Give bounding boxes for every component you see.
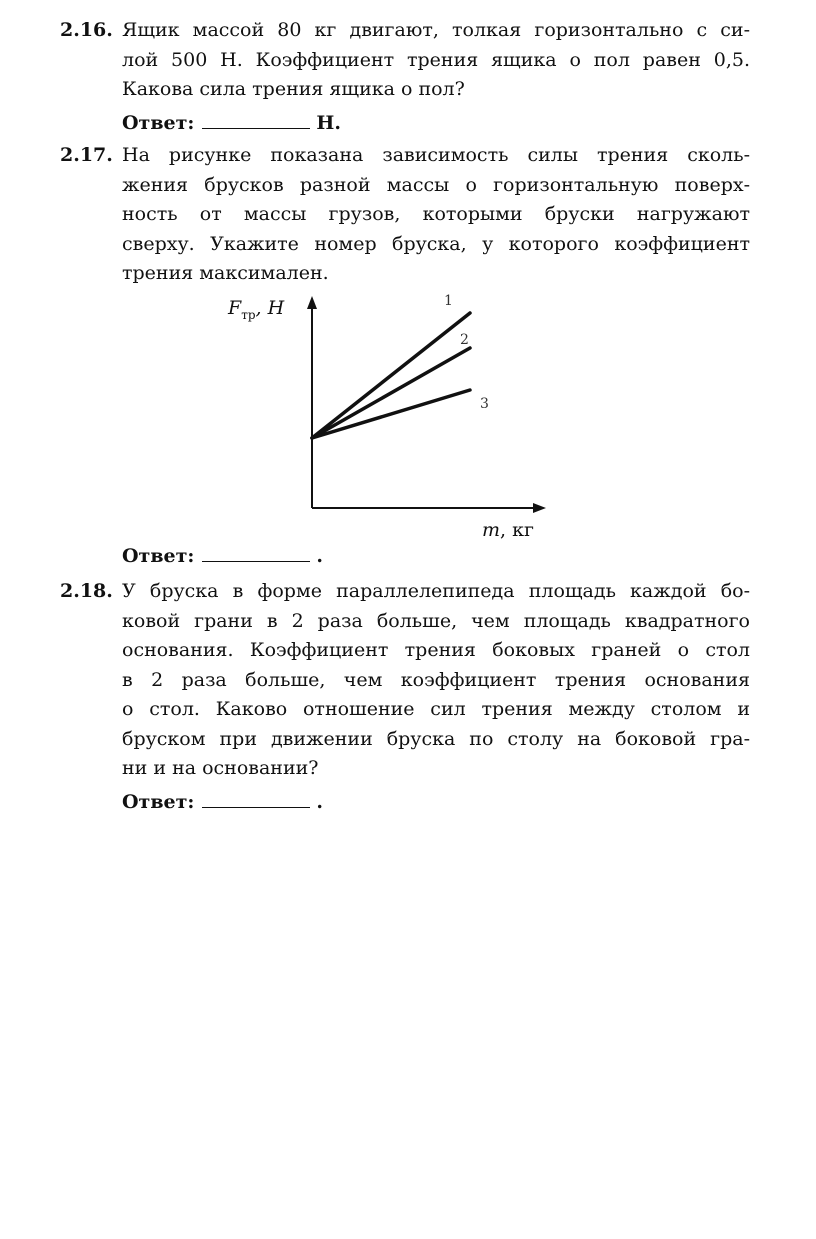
answer-blank[interactable] xyxy=(202,112,310,129)
x-axis-label: m, кг xyxy=(482,519,534,540)
text-line: жения брусков разной массы о горизонтальную поверх- xyxy=(122,173,750,196)
text-line: У бруска в форме параллелепипеда площадь каждой бо- xyxy=(122,580,750,602)
answer-row xyxy=(122,109,750,138)
text-line: трения максимален. xyxy=(122,262,329,284)
text-line: о стол. Каково отношение сил трения между столом и xyxy=(122,698,750,720)
answer-label: Ответ: xyxy=(122,790,195,813)
friction-graph-svg xyxy=(220,290,560,540)
problem-text xyxy=(122,16,750,105)
text-line: в 2 раза больше, чем коэффициент трения основания xyxy=(122,668,750,691)
series-label-3: 3 xyxy=(480,396,489,412)
friction-graph xyxy=(220,290,560,540)
text-line: ни и на основании? xyxy=(122,757,319,779)
answer-label: Ответ: xyxy=(122,111,195,134)
problem-2-16 xyxy=(60,16,750,138)
text-line: ковой грани в 2 раза больше, чем площадь квадратного xyxy=(122,609,750,632)
answer-blank[interactable] xyxy=(202,545,310,562)
answer-blank[interactable] xyxy=(202,791,310,808)
problem-number: 2.17. xyxy=(60,144,113,166)
answer-period: . xyxy=(316,790,324,813)
problem-number: 2.18. xyxy=(60,580,113,602)
text-line: основания. Коэффициент трения боковых граней о стол xyxy=(122,639,750,661)
problem-2-18 xyxy=(60,577,750,817)
answer-row xyxy=(122,542,750,571)
series-label-1: 1 xyxy=(444,293,453,309)
y-axis-label: $F_{тр}$, Н xyxy=(228,297,285,322)
answer-label: Ответ: xyxy=(122,545,195,567)
problem-number: 2.16. xyxy=(60,19,113,41)
answer-row xyxy=(122,788,750,817)
x-axis-arrow xyxy=(533,503,546,513)
series-line-1 xyxy=(312,313,470,438)
answer-unit: Н. xyxy=(316,111,341,134)
text-line: На рисунке показана зависимость силы трения сколь- xyxy=(122,144,750,166)
problem-text xyxy=(122,577,750,784)
problem-2-17-answer xyxy=(60,542,750,571)
text-line: Ящик массой 80 кг двигают, толкая горизонтально с си- xyxy=(122,19,750,41)
text-line: Какова сила трения ящика о пол? xyxy=(122,78,465,100)
text-line: лой 500 Н. Коэффициент трения ящика о пол равен 0,5. xyxy=(122,48,750,71)
series-layer xyxy=(312,293,489,438)
problem-text xyxy=(122,141,750,289)
problem-2-17 xyxy=(60,141,750,289)
series-line-2 xyxy=(312,348,470,438)
answer-period: . xyxy=(316,545,324,567)
y-axis-arrow xyxy=(307,296,317,309)
text-line: ность от массы грузов, которыми бруски нагружают xyxy=(122,203,750,225)
series-label-2: 2 xyxy=(460,332,469,348)
text-line: бруском при движении бруска по столу на боковой гра- xyxy=(122,727,750,750)
series-line-3 xyxy=(312,390,470,438)
text-line: сверху. Укажите номер бруска, у которого коэффициент xyxy=(122,232,750,255)
